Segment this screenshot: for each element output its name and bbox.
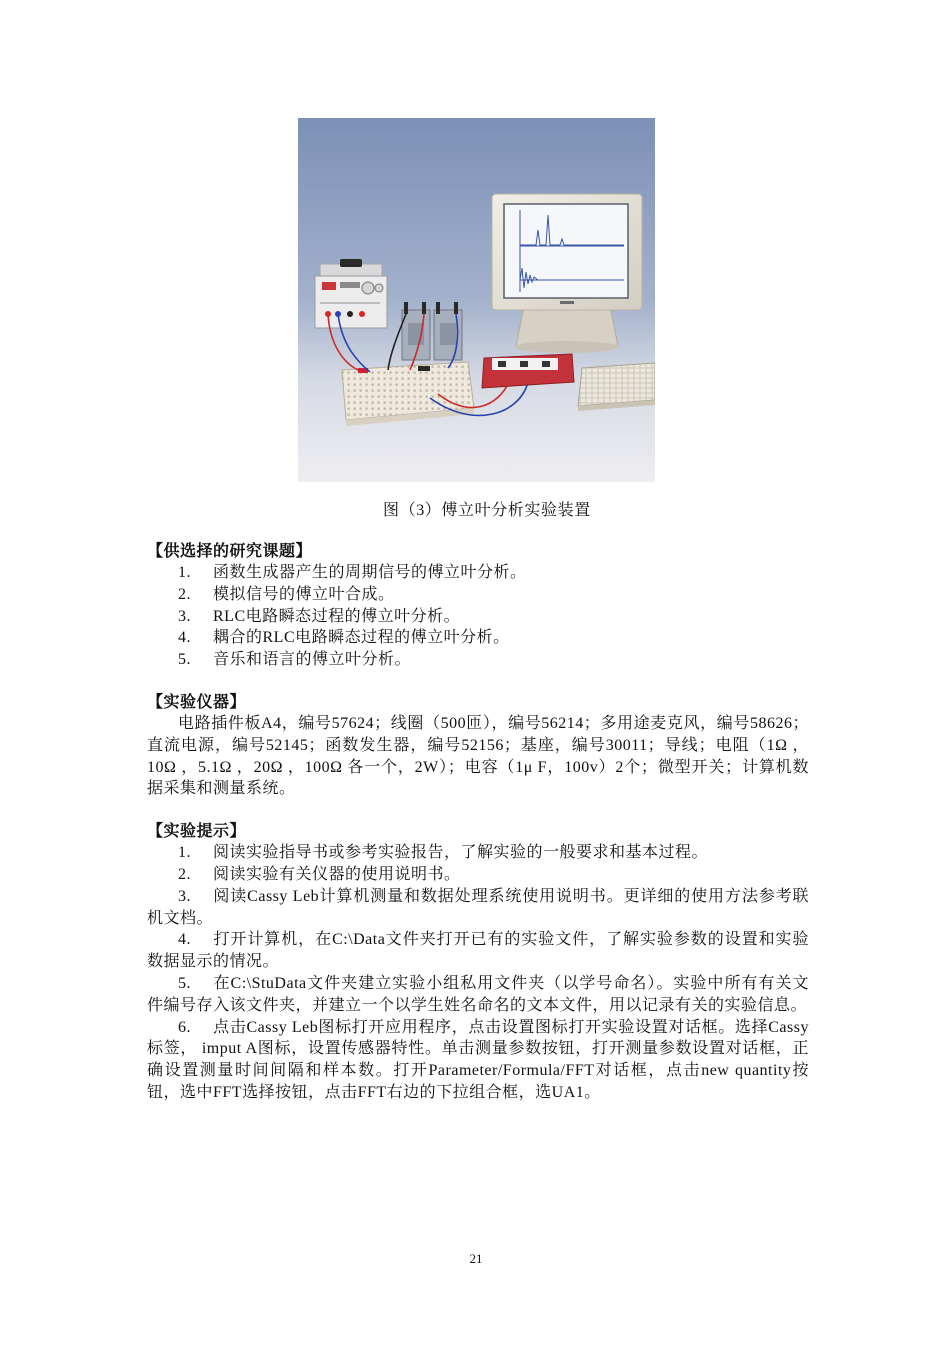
item-text: 阅读Cassy Leb计算机测量和数据处理系统使用说明书。更详细的使用方法参考联机文档。 <box>147 887 809 927</box>
item-number: 1. <box>178 844 191 862</box>
item-number: 5. <box>178 974 191 992</box>
list-item <box>147 1017 809 1104</box>
section-heading: 【供选择的研究课题】 <box>147 541 313 560</box>
item-text: 模拟信号的傅立叶合成。 <box>213 585 395 603</box>
item-number: 6. <box>178 1018 191 1036</box>
list-item <box>147 606 809 628</box>
item-text: RLC电路瞬态过程的傅立叶分析。 <box>213 607 461 625</box>
item-text: 阅读实验指导书或参考实验报告，了解实验的一般要求和基本过程。 <box>213 844 709 862</box>
main-content <box>147 540 809 1104</box>
keyboard <box>578 363 655 411</box>
item-text: 打开计算机，在C:\Data文件夹打开已有的实验文件，了解实验参数的设置和实验数据显示的情况。 <box>147 931 809 971</box>
section-research-topics <box>147 540 809 671</box>
item-text: 阅读实验有关仪器的使用说明书。 <box>213 865 461 883</box>
function-generator <box>315 259 387 328</box>
item-text: 在C:\StuData文件夹建立实验小组私用文件夹（以学号命名）。实验中所有有关文件编号存入该文件夹，并建立一个以学生姓名命名的文本文件，用以记录有关的实验信息。 <box>147 974 809 1014</box>
list-item <box>147 864 809 886</box>
item-text: 耦合的RLC电路瞬态过程的傅立叶分析。 <box>213 629 510 647</box>
list-item <box>147 973 809 1017</box>
list-item <box>147 929 809 973</box>
list-item <box>147 649 809 671</box>
list-item <box>147 627 809 649</box>
item-number: 3. <box>178 887 191 905</box>
list-item <box>147 886 809 930</box>
item-text: 音乐和语言的傅立叶分析。 <box>213 651 412 669</box>
item-text: 函数生成器产生的周期信号的傅立叶分析。 <box>213 564 527 581</box>
item-number: 4. <box>178 931 191 949</box>
item-number: 3. <box>178 607 191 625</box>
section-tips <box>147 820 809 1104</box>
item-number: 2. <box>178 865 191 883</box>
section-heading: 【实验仪器】 <box>147 691 247 711</box>
item-number: 2. <box>178 585 191 603</box>
figure-photo <box>298 118 655 482</box>
list-item <box>147 584 809 606</box>
page-number: 21 <box>469 1251 483 1266</box>
sensor-interface-box <box>482 354 574 388</box>
figure-caption: 图（3）傅立叶分析实验装置 <box>383 502 591 519</box>
item-number: 5. <box>178 651 191 669</box>
lab-setup-illustration <box>298 118 655 482</box>
section-heading: 【实验提示】 <box>147 821 247 841</box>
item-number: 1. <box>178 564 191 581</box>
item-text: 点击Cassy Leb图标打开应用程序，点击设置图标打开实验设置对话框。选择Cassy标签， imput A图标，设置传感器特性。单击测量参数按钮，打开测量参数设置对话框，正确设置测量时间间隔和样本数。打开Parameter/Formula/FFT对话框，点击new quantity按钮，选中FFT选择按钮，点击FFT右边的下拉组合框，选UA1。 <box>147 1018 809 1101</box>
list-item <box>147 842 809 864</box>
equipment-paragraph: 电路插件板A4，编号57624；线圈（500匝），编号56214；多用途麦克风，编号58626；直流电源，编号52145；函数发生器，编号52156；基座，编号30011；导线；电阻（1Ω ，10Ω ，5.1Ω ，20Ω ，100Ω 各一个，2W）；电容（1μ F，100v）2个；微型开关；计算机数据采集和测量系统。 <box>147 714 809 798</box>
list-item <box>147 562 809 584</box>
section-equipment <box>147 691 809 800</box>
item-number: 4. <box>178 629 191 647</box>
